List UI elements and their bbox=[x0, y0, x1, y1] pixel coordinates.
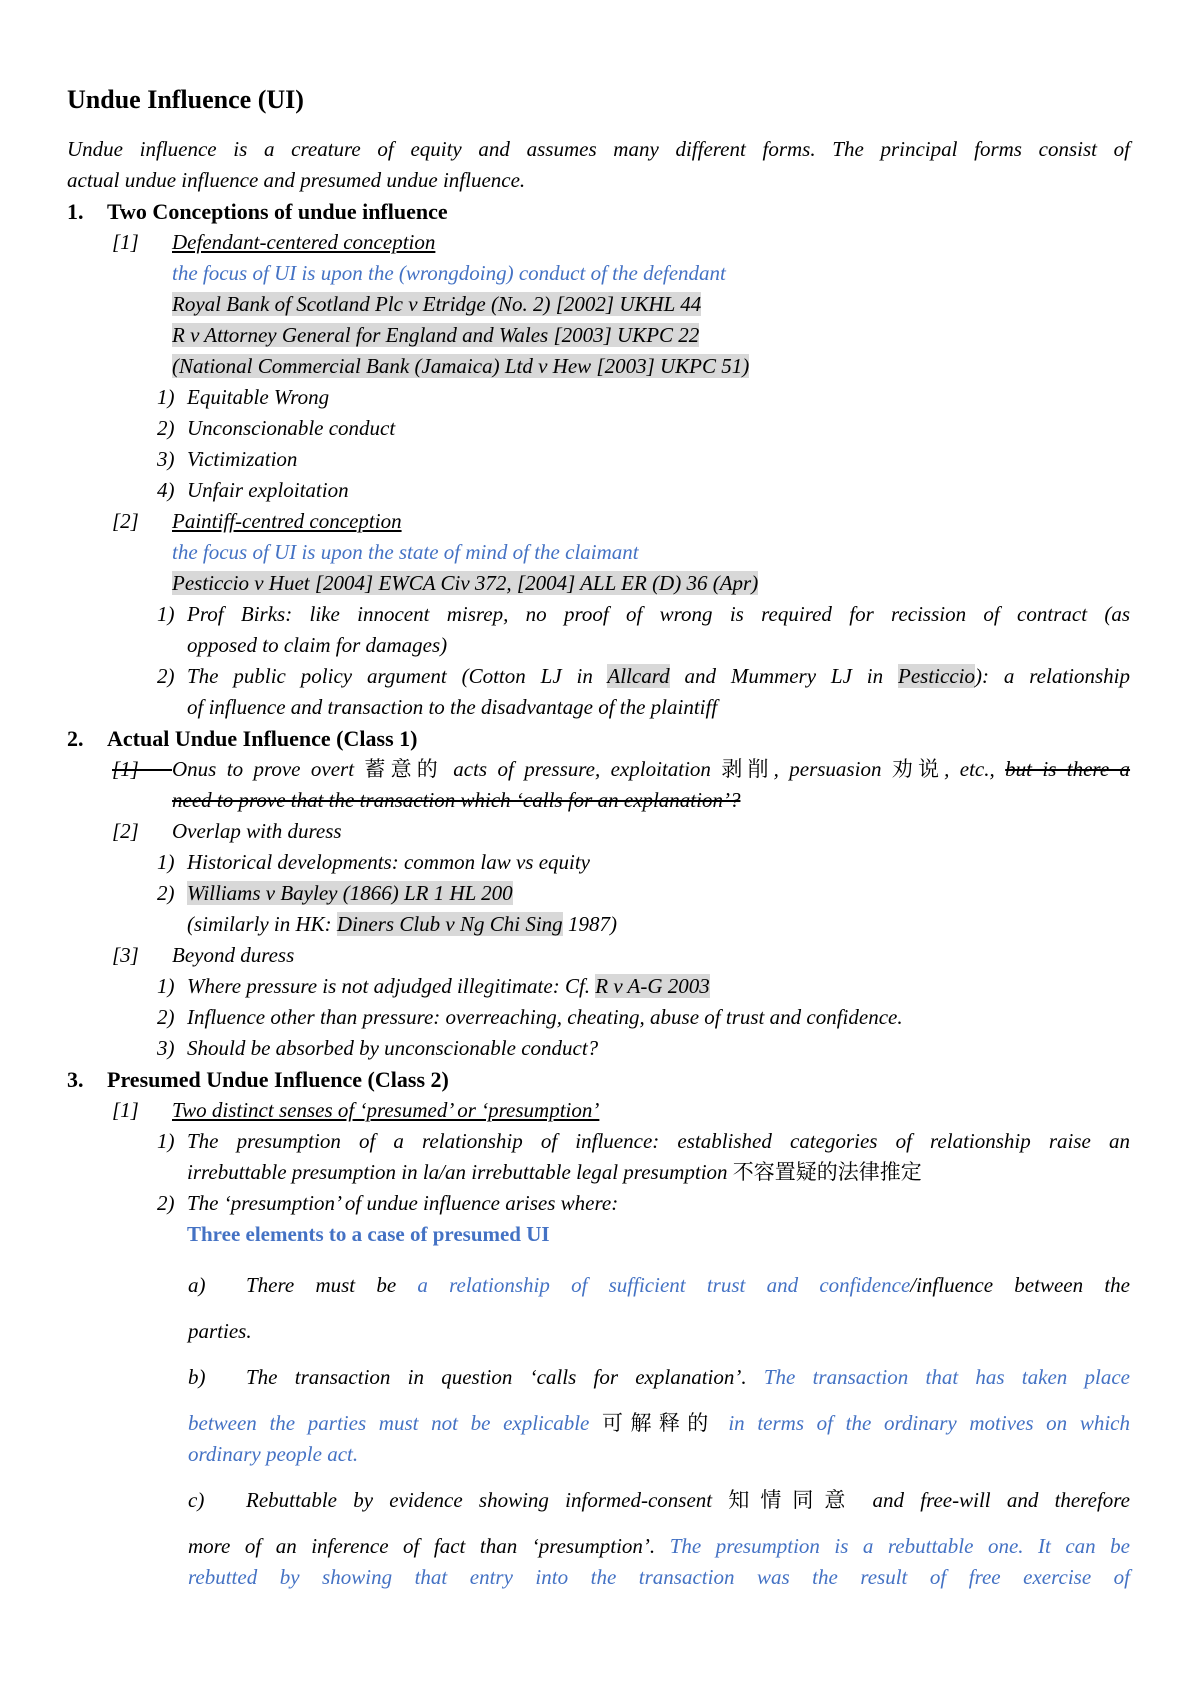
list-marker: b) bbox=[188, 1365, 206, 1389]
page-title: Undue Influence (UI) bbox=[67, 85, 304, 114]
blue-annotation-text: a relationship of sufficient trust and confidence bbox=[417, 1273, 911, 1297]
list-marker: 1) bbox=[157, 385, 175, 409]
text-line bbox=[157, 1033, 1130, 1064]
text-segment: /influence between the bbox=[910, 1273, 1130, 1297]
text-line bbox=[157, 382, 1130, 413]
text-line bbox=[157, 1126, 1130, 1157]
text-line bbox=[187, 1157, 1130, 1188]
text-segment: Rebuttable by evidence showing informed-consent bbox=[246, 1488, 729, 1512]
list-marker: 3) bbox=[157, 1036, 175, 1060]
text-line bbox=[172, 537, 1130, 568]
highlighted-text: (National Commercial Bank (Jamaica) Ltd v Hew [2003] UKPC 51) bbox=[172, 354, 750, 378]
list-marker: [1] bbox=[112, 757, 172, 781]
text-segment: and free-will and therefore bbox=[856, 1488, 1131, 1512]
list-marker: c) bbox=[188, 1488, 205, 1512]
text-segment: irrebuttable presumption in la/an irrebuttable legal presumption bbox=[187, 1160, 733, 1184]
text-segment: Where pressure is not adjudged illegitimate: Cf. bbox=[187, 974, 596, 998]
text-segment: Presumed Undue Influence (Class 2) bbox=[107, 1067, 449, 1092]
text-line bbox=[188, 1439, 1130, 1470]
text-segment: There must be bbox=[246, 1273, 418, 1297]
text-line bbox=[67, 1064, 1130, 1095]
underlined-heading-text: Paintiff-centred conception bbox=[172, 509, 402, 533]
text-segment: The ‘presumption’ of undue influence arises where: bbox=[187, 1191, 619, 1215]
text-line bbox=[187, 1219, 1130, 1250]
text-line bbox=[112, 940, 1130, 971]
blue-annotation-text: The presumption is a rebuttable one. It can be bbox=[669, 1534, 1130, 1558]
list-marker: 2) bbox=[157, 881, 175, 905]
list-marker: 1) bbox=[157, 602, 175, 626]
list-marker: 1. bbox=[67, 199, 84, 224]
list-marker: 1) bbox=[157, 1129, 175, 1153]
highlighted-text: Pesticcio bbox=[898, 664, 975, 688]
list-marker: a) bbox=[188, 1273, 206, 1297]
list-marker: [1] bbox=[112, 1098, 139, 1122]
blue-annotation-text: the focus of UI is upon the (wrongdoing) conduct of the defendant bbox=[172, 261, 726, 285]
list-marker: 2) bbox=[157, 664, 175, 688]
text-line bbox=[67, 723, 1130, 754]
blue-annotation-text: in terms of the ordinary motives on which bbox=[715, 1411, 1130, 1435]
text-line bbox=[188, 1270, 1130, 1301]
text-line bbox=[187, 909, 1130, 940]
list-marker: [3] bbox=[112, 943, 139, 967]
text-segment: Equitable Wrong bbox=[187, 385, 330, 409]
text-line bbox=[112, 1095, 1130, 1126]
chinese-gloss-text: 劝说 bbox=[891, 757, 945, 781]
list-marker: 2. bbox=[67, 726, 84, 751]
text-line bbox=[112, 227, 1130, 258]
highlighted-text: R v Attorney General for England and Wales [2003] UKPC 22 bbox=[172, 323, 700, 347]
text-segment: Unfair exploitation bbox=[187, 478, 349, 502]
highlighted-text: Allcard bbox=[607, 664, 670, 688]
text-segment: Historical developments: common law vs equity bbox=[187, 850, 590, 874]
list-marker: 1) bbox=[157, 974, 175, 998]
text-segment: The presumption of a relationship of influence: established categories of relationship raise an bbox=[187, 1129, 1130, 1153]
text-line bbox=[157, 599, 1130, 630]
text-line bbox=[112, 754, 1130, 785]
text-line bbox=[188, 1485, 1130, 1516]
chinese-gloss-text: 不容置疑的法律推定 bbox=[732, 1160, 922, 1184]
underlined-heading-text: Two distinct senses of ‘presumed’ or ‘presumption’ bbox=[172, 1098, 600, 1122]
text-line bbox=[157, 878, 1130, 909]
chinese-gloss-text: 剥削 bbox=[721, 757, 774, 781]
highlighted-text: Royal Bank of Scotland Plc v Etridge (No. 2) [2002] UKHL 44 bbox=[172, 292, 702, 316]
text-line bbox=[188, 1408, 1130, 1439]
text-segment: Beyond duress bbox=[172, 943, 295, 967]
list-marker: [1] bbox=[112, 230, 139, 254]
text-line bbox=[157, 1188, 1130, 1219]
text-line bbox=[157, 971, 1130, 1002]
text-line bbox=[157, 475, 1130, 506]
chinese-gloss-text: 知情同意 bbox=[728, 1488, 857, 1512]
struck-text: need to prove that the transaction which ‘calls for an explanation’? bbox=[172, 788, 741, 812]
text-segment: , persuasion bbox=[773, 757, 892, 781]
text-segment: and Mummery LJ in bbox=[669, 664, 899, 688]
chinese-gloss-text: 蓄意的 bbox=[364, 757, 443, 781]
highlighted-text: Diners Club v Ng Chi Sing bbox=[336, 912, 563, 936]
text-line bbox=[172, 351, 1130, 382]
text-line bbox=[172, 258, 1130, 289]
text-line bbox=[67, 134, 1130, 165]
text-segment: Undue influence is a creature of equity and assumes many different forms. The principal forms consist of bbox=[67, 137, 1130, 161]
text-segment: Actual Undue Influence (Class 1) bbox=[107, 726, 418, 751]
text-segment: The public policy argument (Cotton LJ in bbox=[187, 664, 608, 688]
highlighted-text: Pesticcio v Huet [2004] EWCA Civ 372, [2004] ALL ER (D) 36 (Apr) bbox=[172, 571, 759, 595]
text-line bbox=[67, 165, 1130, 196]
text-segment: parties. bbox=[188, 1319, 252, 1343]
text-line bbox=[112, 816, 1130, 847]
list-marker: 2) bbox=[157, 1191, 175, 1215]
text-segment: Two Conceptions of undue influence bbox=[107, 199, 448, 224]
text-line bbox=[172, 568, 1130, 599]
list-marker: 3) bbox=[157, 447, 175, 471]
text-line bbox=[188, 1362, 1130, 1393]
text-segment: acts of pressure, exploitation bbox=[442, 757, 722, 781]
blue-annotation-text: rebutted by showing that entry into the transaction was the result of free exercise of bbox=[188, 1565, 1130, 1589]
text-line bbox=[172, 289, 1130, 320]
blue-annotation-text: The transaction that has taken place bbox=[763, 1365, 1130, 1389]
underlined-heading-text: Defendant-centered conception bbox=[172, 230, 436, 254]
struck-text: but is there a bbox=[1005, 757, 1131, 781]
text-segment: Influence other than pressure: overreaching, cheating, abuse of trust and confidence. bbox=[187, 1005, 903, 1029]
text-segment: Victimization bbox=[187, 447, 298, 471]
text-line bbox=[157, 661, 1130, 692]
list-marker: 3. bbox=[67, 1067, 84, 1092]
document-lines bbox=[67, 134, 1130, 1593]
text-line bbox=[157, 413, 1130, 444]
highlighted-text: R v A-G 2003 bbox=[595, 974, 710, 998]
text-segment: ): a relationship bbox=[975, 664, 1130, 688]
text-segment: actual undue influence and presumed undue influence. bbox=[67, 168, 526, 192]
text-line bbox=[188, 1316, 1130, 1347]
text-line bbox=[157, 444, 1130, 475]
blue-annotation-text: between the parties must not be explicable bbox=[188, 1411, 603, 1435]
text-line bbox=[172, 320, 1130, 351]
text-segment: 1987) bbox=[562, 912, 617, 936]
list-marker: 2) bbox=[157, 416, 175, 440]
text-segment: Unconscionable conduct bbox=[187, 416, 396, 440]
blue-annotation-text: ordinary people act. bbox=[188, 1442, 359, 1466]
text-segment: of influence and transaction to the disadvantage of the plaintiff bbox=[187, 695, 718, 719]
text-segment: opposed to claim for damages) bbox=[187, 633, 448, 657]
text-segment: Three elements to a case of presumed UI bbox=[187, 1222, 550, 1246]
list-marker: 2) bbox=[157, 1005, 175, 1029]
text-segment: (similarly in HK: bbox=[187, 912, 337, 936]
list-marker: [2] bbox=[112, 509, 139, 533]
text-segment: more of an inference of fact than ‘presumption’. bbox=[188, 1534, 670, 1558]
text-line bbox=[188, 1562, 1130, 1593]
blue-annotation-text: the focus of UI is upon the state of mind of the claimant bbox=[172, 540, 639, 564]
list-marker: 1) bbox=[157, 850, 175, 874]
text-segment: , etc., bbox=[944, 757, 1006, 781]
text-segment: Overlap with duress bbox=[172, 819, 342, 843]
text-line bbox=[172, 785, 1130, 816]
text-segment: Onus to prove overt bbox=[172, 757, 365, 781]
text-segment: Should be absorbed by unconscionable conduct? bbox=[187, 1036, 599, 1060]
text-line bbox=[187, 630, 1130, 661]
text-line bbox=[157, 1002, 1130, 1033]
chinese-gloss-text: 可解释的 bbox=[602, 1411, 716, 1435]
list-marker: 4) bbox=[157, 478, 175, 502]
text-segment: Prof Birks: like innocent misrep, no proof of wrong is required for recission of contract (as bbox=[187, 602, 1130, 626]
list-marker: [2] bbox=[112, 819, 139, 843]
text-line bbox=[187, 692, 1130, 723]
text-segment: The transaction in question ‘calls for explanation’. bbox=[246, 1365, 764, 1389]
text-line bbox=[112, 506, 1130, 537]
text-line bbox=[67, 196, 1130, 227]
highlighted-text: Williams v Bayley (1866) LR 1 HL 200 bbox=[187, 881, 513, 905]
text-line bbox=[188, 1531, 1130, 1562]
text-line bbox=[157, 847, 1130, 878]
